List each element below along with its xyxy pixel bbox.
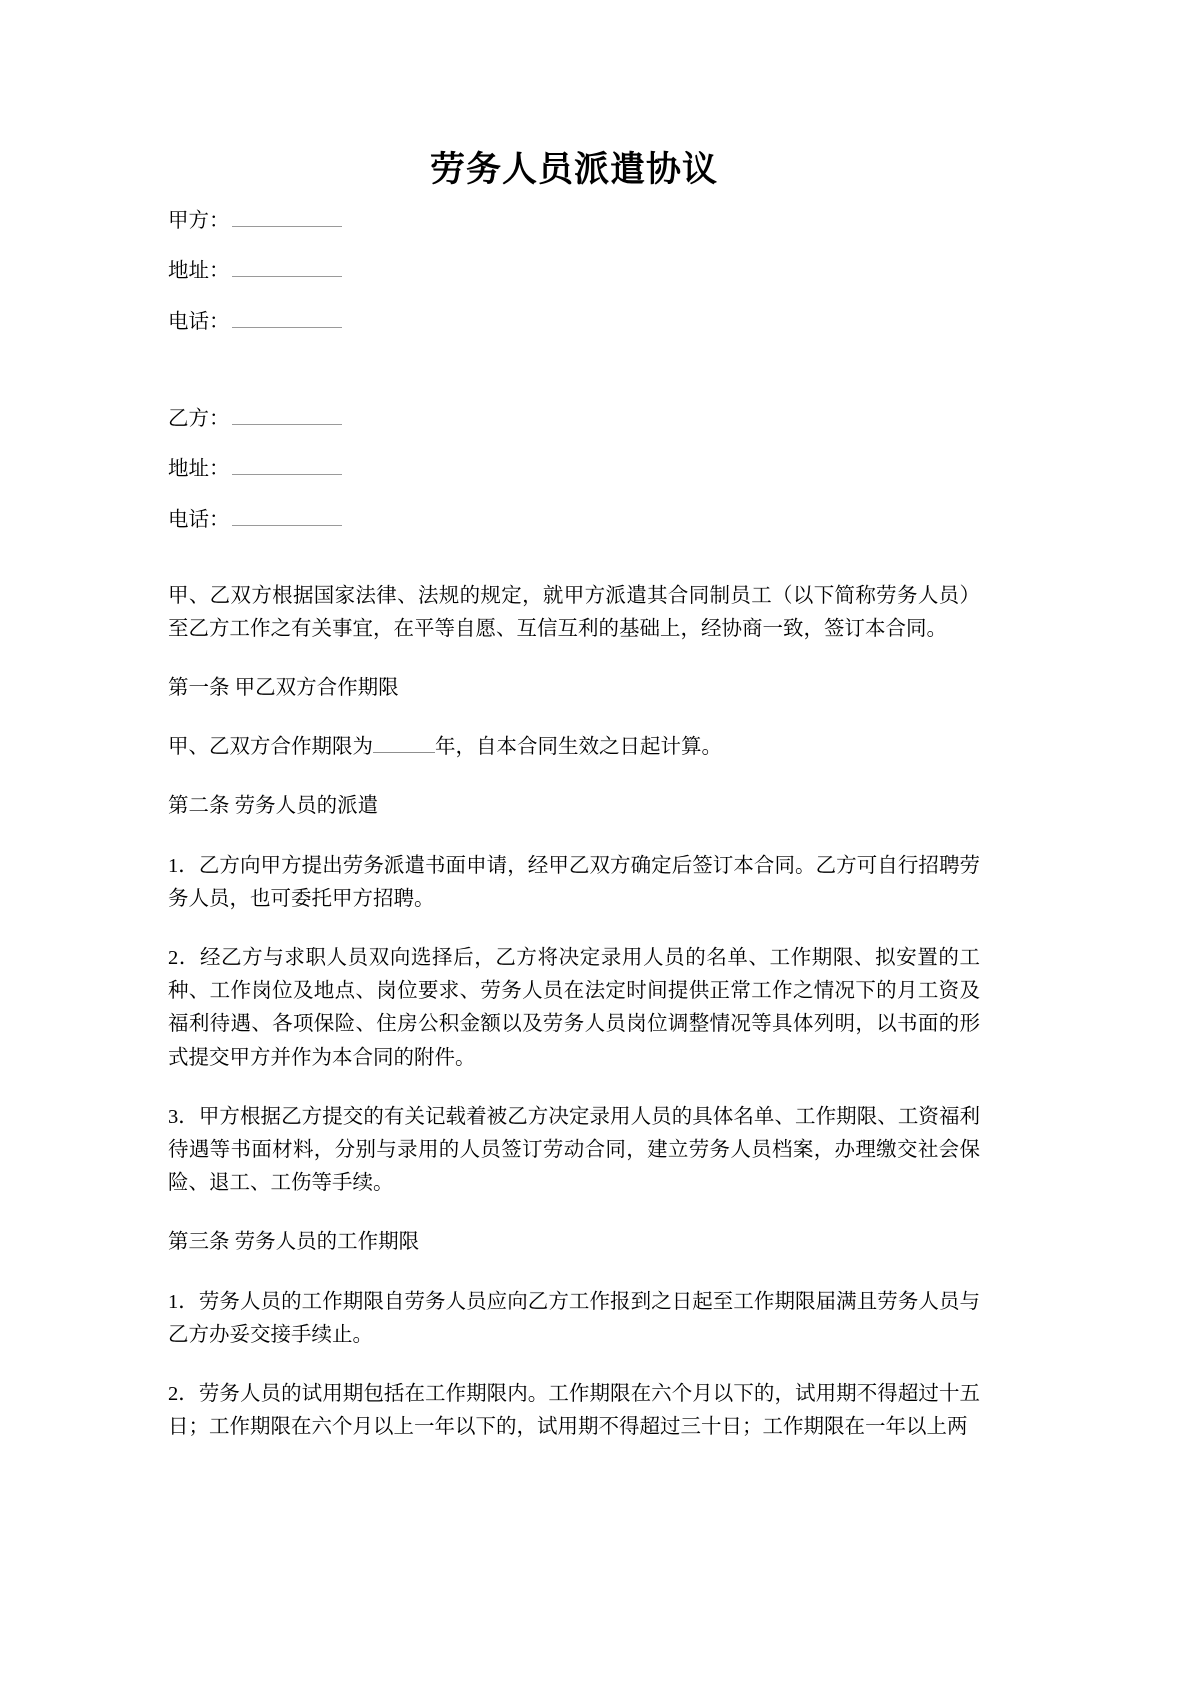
fill-in-blank[interactable] — [232, 310, 342, 328]
preamble-paragraph: 甲、乙双方根据国家法律、法规的规定，就甲方派遣其合同制员工（以下简称劳务人员）至乙方工作之有关事宜，在平等自愿、互信互利的基础上，经协商一致，签订本合同。 — [168, 584, 980, 640]
field-party-a-phone — [168, 285, 980, 336]
field-label: 乙方： — [168, 407, 230, 430]
article-3-clause-2: 2．劳务人员的试用期包括在工作期限内。工作期限在六个月以下的，试用期不得超过十五日；工作期限在六个月以上一年以下的，试用期不得超过三十日；工作期限在一年以上两 — [168, 1383, 980, 1439]
field-label: 地址： — [168, 458, 230, 481]
page-title: 劳务人员派遣协议 — [429, 150, 718, 189]
fill-in-blank[interactable] — [232, 208, 342, 226]
field-party-b-address — [168, 432, 980, 483]
fill-in-blank[interactable] — [232, 406, 342, 424]
article-1-clause-1 — [168, 705, 980, 764]
article-heading-3: 第三条 劳务人员的工作期限 — [168, 1231, 420, 1254]
fill-in-blank[interactable] — [232, 508, 342, 526]
field-label: 电话： — [168, 508, 230, 531]
article-heading-2: 第二条 劳务人员的派遣 — [168, 795, 379, 818]
fill-in-blank[interactable] — [232, 259, 342, 277]
field-label: 甲方： — [168, 209, 230, 232]
party-a-block — [168, 192, 980, 336]
field-party-a-address — [168, 234, 980, 285]
article-2-clause-2: 2．经乙方与求职人员双向选择后，乙方将决定录用人员的名单、工作期限、拟安置的工种、工作岗位及地点、岗位要求、劳务人员在法定时间提供正常工作之情况下的月工资及福利待遇、各项保险、住房公积金额以及劳务人员岗位调整情况等具体列明，以书面的形式提交甲方并作为本合同的附件。 — [168, 947, 980, 1069]
field-label: 地址： — [168, 260, 230, 283]
clause-text-after-blank: 年，自本合同生效之日起计算。 — [435, 736, 722, 759]
party-b-block — [168, 390, 980, 534]
clause-text-before-blank: 甲、乙双方合作期限为 — [168, 736, 373, 759]
field-label: 电话： — [168, 311, 230, 334]
article-2-clause-3: 3．甲方根据乙方提交的有关记载着被乙方决定录用人员的具体名单、工作期限、工资福利待遇等书面材料，分别与录用的人员签订劳动合同，建立劳务人员档案，办理缴交社会保险、退工、工伤等手续。 — [168, 1105, 980, 1195]
field-party-a-name — [168, 192, 980, 235]
field-party-b-name — [168, 390, 980, 433]
document-content — [168, 0, 980, 1444]
fill-in-blank[interactable] — [232, 457, 342, 475]
article-heading-1: 第一条 甲乙双方合作期限 — [168, 677, 399, 699]
article-2-clause-1: 1．乙方向甲方提出劳务派遣书面申请，经甲乙双方确定后签订本合同。乙方可自行招聘劳务人员，也可委托甲方招聘。 — [168, 854, 980, 910]
fill-in-blank[interactable] — [373, 736, 435, 753]
field-party-b-phone — [168, 483, 980, 534]
article-3-clause-1: 1．劳务人员的工作期限自劳务人员应向乙方工作报到之日起至工作期限届满且劳务人员与乙方办妥交接手续止。 — [168, 1290, 980, 1346]
party-separator — [168, 336, 980, 390]
preamble-spacer — [168, 534, 980, 580]
